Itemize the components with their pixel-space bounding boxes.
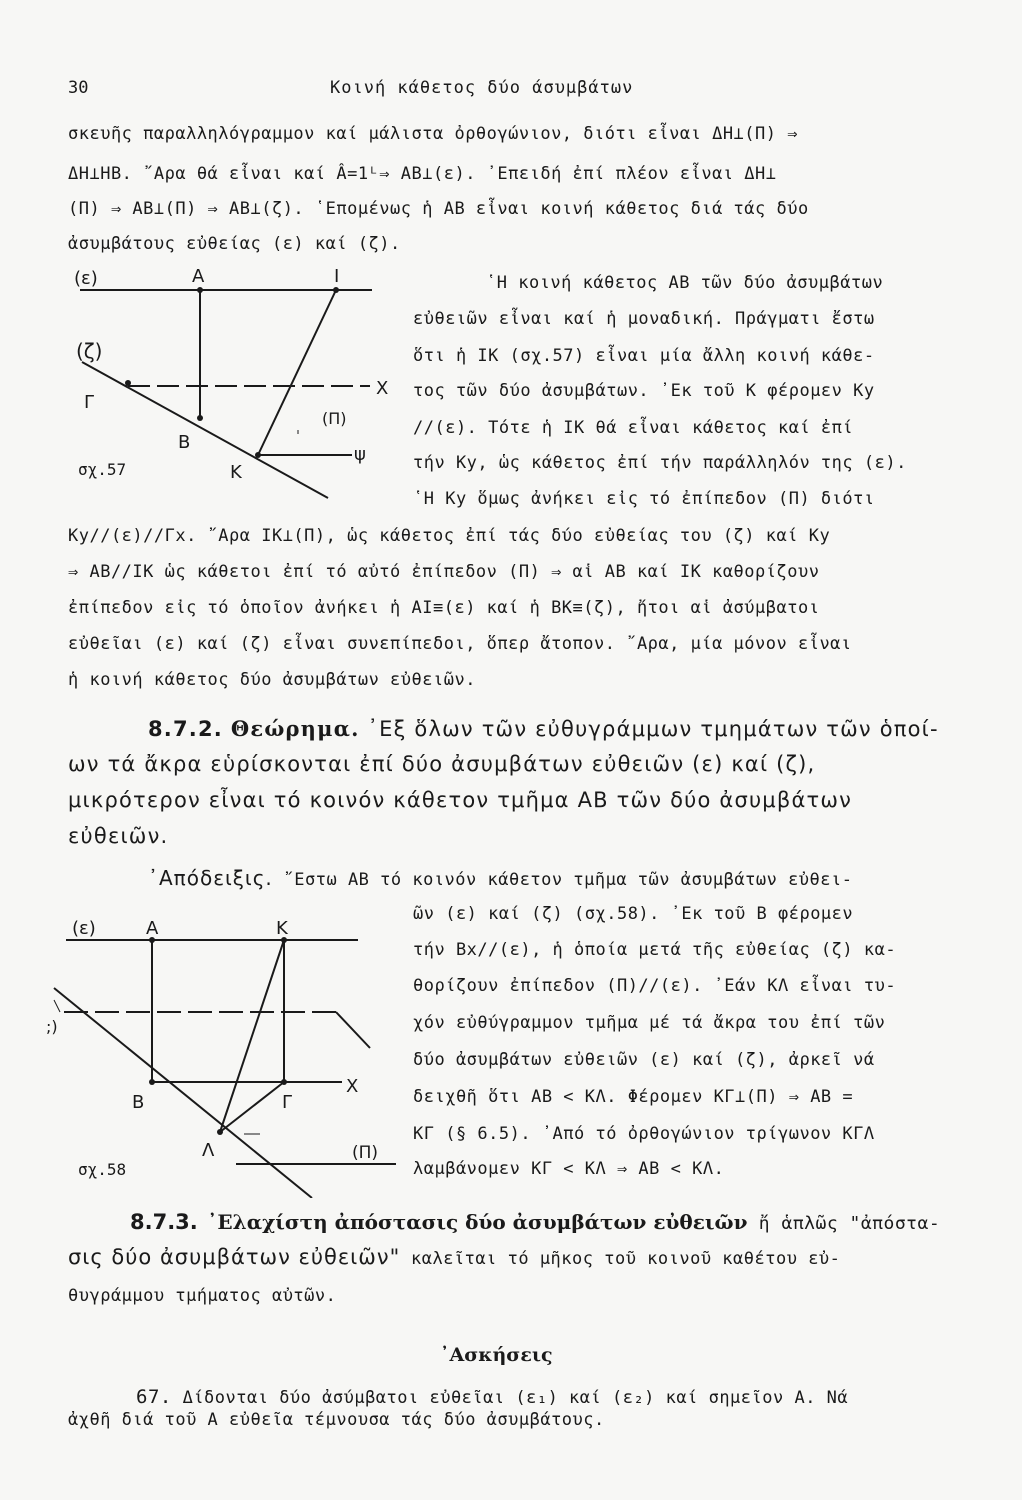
text-line: ἡ κοινή κάθετος δύο ἀσυμβάτων εὐθειῶν. xyxy=(68,670,476,690)
theorem-title: Θεώρημα. xyxy=(230,716,360,741)
section-873-line2 xyxy=(68,1245,840,1269)
exercise-number: 67. xyxy=(136,1386,172,1408)
label-p: (Π) xyxy=(352,1143,379,1163)
label-g: Γ xyxy=(84,392,95,413)
text-line: θορίζουν ἐπίπεδον (Π)//(ε). ᾿Εάν ΚΛ εἶναι τυ- xyxy=(413,976,897,996)
text-line: ῾Η Κy ὅμως ἀνήκει εἰς τό ἐπίπεδον (Π) διότι xyxy=(413,489,875,509)
label-g: Γ xyxy=(282,1092,293,1113)
text-line: (Π) ⇒ ΑΒ⊥(Π) ⇒ ΑΒ⊥(ζ). ῾Επομένως ἡ ΑΒ εἶναι κοινή κάθετος διά τάς δύο xyxy=(68,199,809,219)
figure-58 xyxy=(40,908,410,1198)
text-line: ἀχθῆ διά τοῦ Α εὐθεῖα τέμνουσα τάς δύο ἀσυμβάτους. xyxy=(68,1410,605,1430)
exercises-heading: ᾿Ασκήσεις xyxy=(440,1344,553,1366)
text-line: ῾Η κοινή κάθετος ΑΒ τῶν δύο ἀσυμβάτων xyxy=(486,273,884,293)
text-line: Κy//(ε)//Γx. ῎Αρα ΙΚ⊥(Π), ὡς κάθετος ἐπί τάς δύο εὐθείας του (ζ) καί Κy xyxy=(68,526,831,546)
section-text: ἤ ἁπλῶς "ἀπόστα- xyxy=(747,1213,941,1234)
theorem-line xyxy=(148,716,939,741)
segment-ik xyxy=(258,290,336,455)
label-psi: ψ xyxy=(354,444,366,465)
label-x: Χ xyxy=(346,1076,359,1097)
section-term: σις δύο ἀσυμβάτων εὐθειῶν" xyxy=(68,1245,401,1269)
proof-first-line xyxy=(148,866,852,890)
theorem-number: 8.7.2. xyxy=(148,717,223,741)
text-line: ⇒ ΑΒ//ΙΚ ὡς κάθετοι ἐπί τό αὐτό ἐπίπεδον (Π) ⇒ αἱ ΑΒ καί ΙΚ καθορίζουν xyxy=(68,562,820,582)
text-line: //(ε). Τότε ἡ ΙΚ θά εἶναι κάθετος καί ἐπί xyxy=(413,418,854,438)
text-line: ἀσυμβάτους εὐθείας (ε) καί (ζ). xyxy=(68,234,401,254)
theorem-line: μικρότερον εἶναι τό κοινόν κάθετον τμῆμα ΑΒ τῶν δύο ἀσυμβάτων xyxy=(68,788,853,812)
text-line: ΚΓ (§ 6.5). ᾿Από τό ὀρθογώνιον τρίγωνον ΚΓΛ xyxy=(413,1124,875,1144)
text-line: ῶν (ε) καί (ζ) (σχ.58). ᾿Εκ τοῦ Β φέρομεν xyxy=(413,904,854,924)
text-line: ὅτι ἡ ΙΚ (σχ.57) εἶναι μία ἄλλη κοινή κάθε- xyxy=(413,346,875,366)
text-line: λαμβάνομεν ΚΓ < ΚΛ ⇒ ΑΒ < ΚΛ. xyxy=(413,1159,725,1179)
label-k: Κ xyxy=(276,918,288,939)
text-line: τήν Βx//(ε), ἡ ὁποία μετά τῆς εὐθείας (ζ) κα- xyxy=(413,940,897,960)
theorem-line: ων τά ἄκρα εὑρίσκονται ἐπί δύο ἀσυμβάτων εὐθειῶν (ε) καί (ζ), xyxy=(68,752,816,776)
figure-57-caption: σχ.57 xyxy=(78,460,127,479)
label-a: Α xyxy=(192,266,205,287)
text-line: θυγράμμου τμήματος αὐτῶν. xyxy=(68,1286,337,1306)
label-e: (ε) xyxy=(72,918,96,939)
label-a: Α xyxy=(146,918,159,939)
section-number: 8.7.3. xyxy=(130,1210,198,1234)
label-l: Λ xyxy=(202,1140,215,1161)
figure-58-caption: σχ.58 xyxy=(78,1160,127,1179)
text-line: εὐθεῖαι (ε) καί (ζ) εἶναι συνεπίπεδοι, ὅπερ ἄτοπον. ῎Αρα, μία μόνον εἶναι xyxy=(68,634,852,654)
text-line: δειχθῆ ὅτι ΑΒ < ΚΛ. Φέρομεν ΚΓ⊥(Π) ⇒ ΑΒ = xyxy=(413,1087,854,1107)
proof-label: ᾿Απόδειξις. xyxy=(148,866,273,890)
label-b: Β xyxy=(178,432,191,453)
page-number: 30 xyxy=(68,78,89,98)
label-e: (ε) xyxy=(74,268,98,289)
label-i: Ι xyxy=(334,266,340,287)
exercise-text: Δίδονται δύο ἀσύμβατοι εὐθεῖαι (ε₁) καί (ε₂) καί σημεῖον Α. Νά xyxy=(182,1388,849,1408)
proof-text: ῎Εστω ΑΒ τό κοινόν κάθετον τμῆμα τῶν ἀσυμβάτων εὐθει- xyxy=(272,870,853,890)
label-k: Κ xyxy=(230,462,242,483)
section-title: ᾿Ελαχίστη ἀπόστασις δύο ἀσυμβάτων εὐθειῶν xyxy=(207,1210,748,1234)
exercise-67-line xyxy=(136,1386,848,1408)
text-line: τήν Κy, ὡς κάθετος ἐπί τήν παράλληλόν της (ε). xyxy=(413,453,907,473)
text-line: δύο ἀσυμβάτων εὐθειῶν (ε) καί (ζ), ἀρκεῖ νά xyxy=(413,1050,875,1070)
label-x: Χ xyxy=(376,378,389,399)
text-line: ἐπίπεδον εἰς τό ὁποῖον ἀνήκει ἡ ΑΙ≡(ε) καί ἡ ΒΚ≡(ζ), ἤτοι αἱ ἀσύμβατοι xyxy=(68,598,820,618)
text-line: τος τῶν δύο ἀσυμβάτων. ᾿Εκ τοῦ Κ φέρομεν Κy xyxy=(413,381,875,401)
section-text: καλεῖται τό μῆκος τοῦ κοινοῦ καθέτου εὐ- xyxy=(400,1249,841,1269)
section-873-line xyxy=(130,1210,940,1234)
text-line: εὐθειῶν εἶναι καί ἡ μοναδική. Πράγματι ἔστω xyxy=(413,309,875,329)
label-z: (ζ) xyxy=(76,339,103,363)
segment-kl xyxy=(220,940,284,1132)
theorem-line: εὐθειῶν. xyxy=(68,824,169,848)
label-b: Β xyxy=(132,1092,145,1113)
text-line: σκευῆς παραλληλόγραμμον καί μάλιστα ὀρθογώνιον, διότι εἶναι ΔΗ⊥(Π) ⇒ xyxy=(68,124,798,144)
running-title: Κοινή κάθετος δύο άσυμβάτων xyxy=(330,78,634,98)
theorem-text: ᾿Εξ ὅλων τῶν εὐθυγράμμων τμημάτων τῶν ὁποί- xyxy=(359,717,939,741)
label-p: (Π) xyxy=(322,409,347,428)
text-line: χόν εὐθύγραμμον τμῆμα μέ τά ἄκρα του ἐπί τῶν xyxy=(413,1013,886,1033)
label-z: ;) xyxy=(46,1017,58,1036)
text-line: ΔΗ⊥ΗΒ. ῎Αρα θά εἶναι καί Â=1ᴸ⇒ ΑΒ⊥(ε). ᾿Επειδή ἐπί πλέον εἶναι ΔΗ⊥ xyxy=(68,164,777,184)
